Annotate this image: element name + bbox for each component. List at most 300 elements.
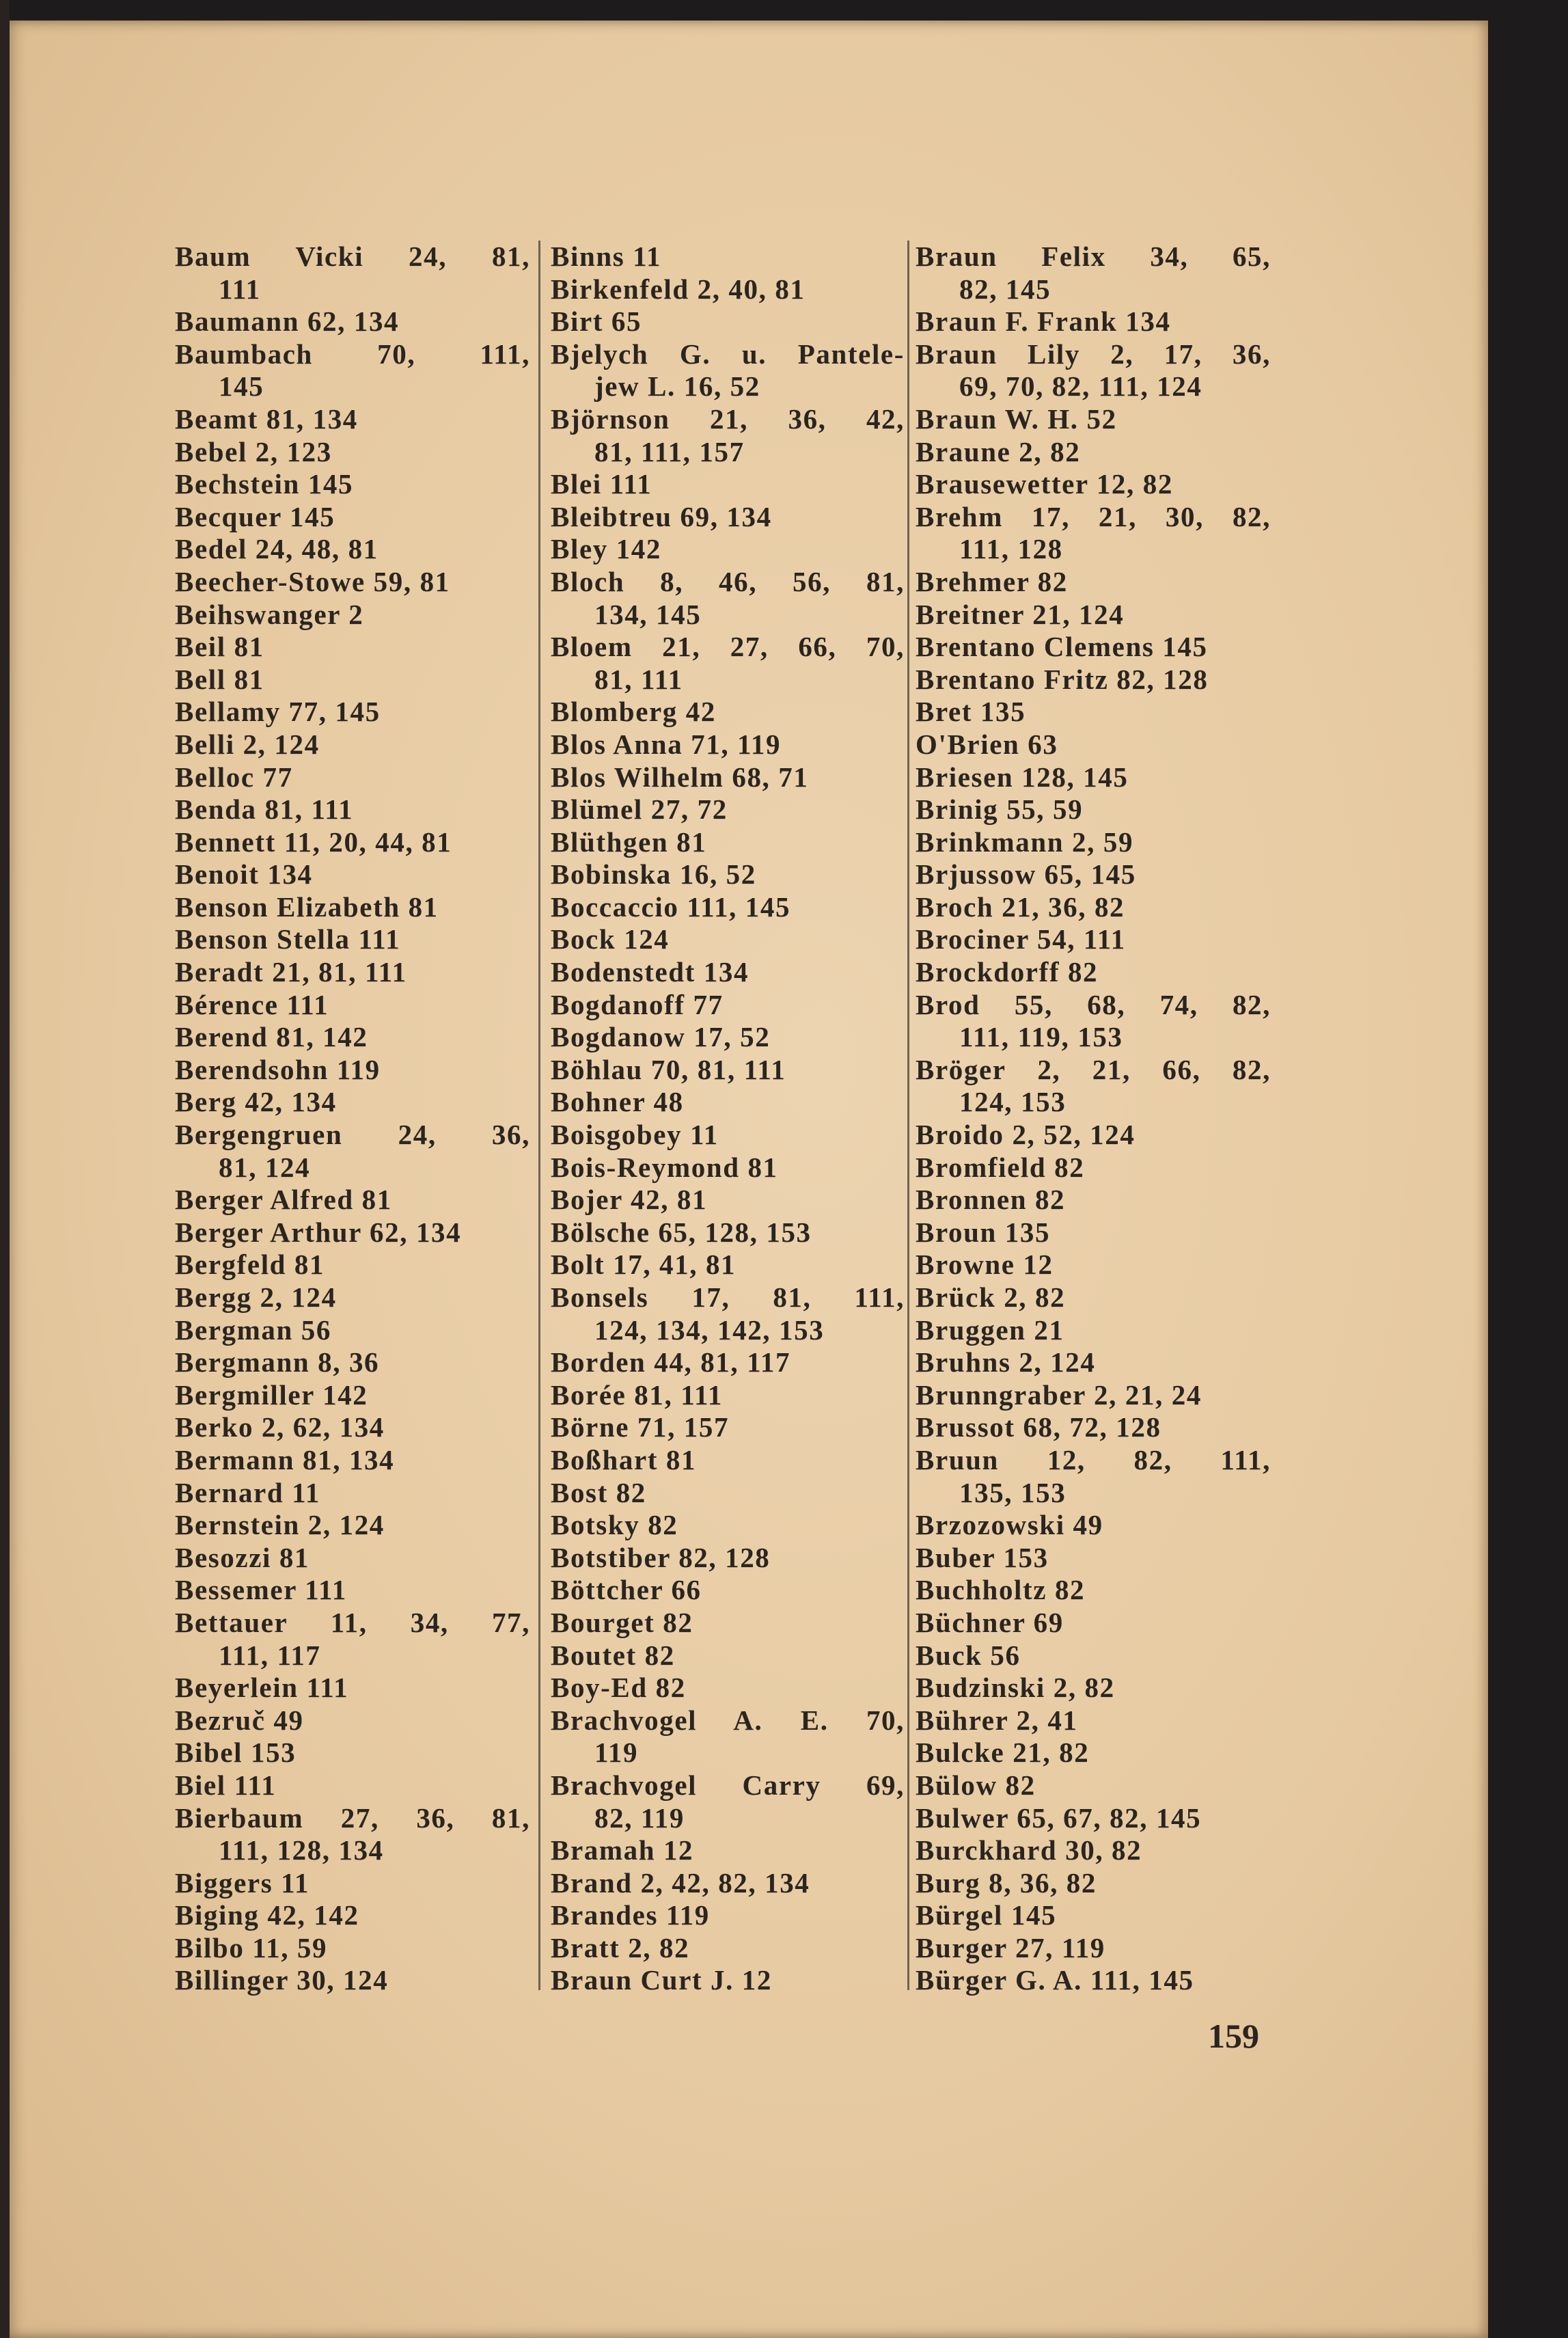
index-entry-text: Bleibtreu 69, 134 [551, 500, 772, 532]
index-entry [551, 956, 905, 989]
index-entry-text: Blomberg 42 [551, 696, 716, 728]
index-entry [175, 1444, 530, 1477]
index-entry [916, 436, 1271, 469]
index-entry-text: Bronnen 82 [916, 1184, 1066, 1216]
index-entry-text: Botstiber 82, 128 [551, 1541, 771, 1573]
index-entry-text: Buber 153 [916, 1541, 1049, 1573]
index-entry-text: Birkenfeld 2, 40, 81 [551, 273, 806, 305]
index-entry-text: Budzinski 2, 82 [916, 1672, 1115, 1704]
index-entry-continuation: 82, 145 [959, 273, 1051, 305]
index-entry-continuation: 81, 111 [594, 663, 683, 695]
index-entry-text: Bloem 21, 27, 66, 70, [551, 631, 905, 663]
index-entry-text: Bellamy 77, 145 [175, 696, 381, 728]
index-entry [551, 1769, 905, 1834]
index-entry-text: Broun 135 [916, 1216, 1051, 1248]
index-entry [175, 1216, 530, 1249]
index-entry-text: Bergman 56 [175, 1314, 331, 1346]
index-entry [551, 1509, 905, 1542]
index-entry-text: Bergmiller 142 [175, 1378, 368, 1411]
index-entry [916, 1314, 1271, 1347]
index-entry [916, 956, 1271, 989]
index-entry-text: Burg 8, 36, 82 [916, 1866, 1097, 1899]
index-entry-text: Boy-Ed 82 [551, 1672, 686, 1704]
index-entry [175, 1509, 530, 1542]
index-entry [175, 436, 530, 469]
index-entry-text: Boutet 82 [551, 1639, 675, 1671]
index-entry-text: Bulcke 21, 82 [916, 1737, 1090, 1769]
index-entry [916, 1281, 1271, 1314]
index-entry-text: Brjussow 65, 145 [916, 858, 1136, 891]
index-entry-text: Belli 2, 124 [175, 728, 320, 760]
index-entry [551, 631, 905, 696]
index-entry [175, 1314, 530, 1347]
index-entry [551, 1411, 905, 1444]
index-entry-continuation: 124, 134, 142, 153 [594, 1314, 825, 1346]
index-entry [551, 273, 905, 306]
index-entry-text: Bedel 24, 48, 81 [175, 533, 379, 565]
index-entry [916, 1964, 1271, 1997]
index-entry [916, 1542, 1271, 1575]
index-entry-text: Boßhart 81 [551, 1443, 697, 1476]
index-entry [551, 1672, 905, 1704]
index-entry [175, 1379, 530, 1412]
index-entry [551, 566, 905, 631]
index-entry-continuation: 135, 153 [959, 1476, 1067, 1508]
index-entry-text: Bobinska 16, 52 [551, 858, 756, 891]
index-entry-text: Bell 81 [175, 663, 264, 695]
index-entry-text: Biging 42, 142 [175, 1899, 359, 1931]
index-entry-text: Bogdanow 17, 52 [551, 1021, 771, 1053]
index-entry-continuation: 81, 124 [219, 1151, 311, 1183]
index-entry-continuation: jew L. 16, 52 [594, 370, 760, 403]
index-entry [551, 338, 905, 403]
index-entry-text: Braun Lily 2, 17, 36, [916, 338, 1271, 370]
index-entry-continuation: 111, 128, 134 [219, 1834, 384, 1866]
index-entry [916, 403, 1271, 436]
index-entry [916, 1379, 1271, 1412]
index-entry-text: Borée 81, 111 [551, 1378, 723, 1411]
index-entry [916, 501, 1271, 566]
index-entry-text: Bret 135 [916, 696, 1026, 728]
index-entry [551, 696, 905, 729]
index-entry-text: Blos Wilhelm 68, 71 [551, 761, 809, 793]
index-entry-text: Berg 42, 134 [175, 1086, 337, 1118]
index-entry-text: Büchner 69 [916, 1606, 1064, 1638]
index-entry [551, 468, 905, 501]
index-entry-text: Biggers 11 [175, 1866, 310, 1899]
index-entry [175, 305, 530, 338]
index-entry-text: Bernard 11 [175, 1476, 321, 1508]
index-entry-text: Braune 2, 82 [916, 435, 1081, 467]
index-entry [916, 468, 1271, 501]
index-entry [175, 761, 530, 794]
index-entry-text: Beil 81 [175, 631, 264, 663]
index-entry-text: Buck 56 [916, 1639, 1021, 1671]
index-entry-text: Bost 82 [551, 1476, 646, 1508]
index-entry [916, 1249, 1271, 1281]
index-entry-text: Bloch 8, 46, 56, 81, [551, 565, 905, 597]
index-entry [175, 1769, 530, 1802]
index-entry-text: Billinger 30, 124 [175, 1964, 389, 1996]
index-entry [916, 241, 1271, 305]
index-entry [175, 1704, 530, 1737]
index-entry-text: Brehmer 82 [916, 565, 1068, 597]
index-entry-continuation: 134, 145 [594, 598, 702, 630]
index-entry [916, 1444, 1271, 1509]
index-entry-text: Bruhns 2, 124 [916, 1346, 1096, 1378]
index-entry-continuation: 82, 119 [594, 1802, 685, 1834]
index-entry [551, 793, 905, 826]
index-entry-text: Bromfield 82 [916, 1151, 1085, 1183]
index-entry-text: Bonsels 17, 81, 111, [551, 1281, 905, 1313]
index-entry [916, 631, 1271, 664]
index-entry-text: Bermann 81, 134 [175, 1443, 395, 1476]
index-entry [551, 1281, 905, 1346]
index-entry [916, 696, 1271, 729]
index-entry-text: Borden 44, 81, 117 [551, 1346, 791, 1378]
index-entry-text: Berger Alfred 81 [175, 1184, 392, 1216]
index-entry [916, 599, 1271, 631]
index-entry-text: Breitner 21, 124 [916, 598, 1125, 630]
index-entry [175, 1899, 530, 1932]
index-entry [551, 1574, 905, 1607]
index-entry [916, 1346, 1271, 1379]
index-entry [175, 631, 530, 664]
index-entry [916, 338, 1271, 403]
index-entry [551, 826, 905, 859]
index-entry [916, 729, 1271, 761]
index-entry [916, 305, 1271, 338]
index-entry-text: Braun W. H. 52 [916, 403, 1117, 435]
index-entry-text: Braun Curt J. 12 [551, 1964, 773, 1996]
index-entry-text: Baumbach 70, 111, [175, 338, 530, 370]
index-entry-text: Bülow 82 [916, 1769, 1036, 1801]
index-entry [175, 1607, 530, 1672]
index-entry-text: Bilbo 11, 59 [175, 1931, 328, 1963]
index-entry [916, 858, 1271, 891]
index-entry-text: Bourget 82 [551, 1606, 693, 1638]
index-entry-text: Bechstein 145 [175, 468, 354, 500]
index-entry-text: Brachvogel A. E. 70, [551, 1704, 905, 1736]
index-entry-text: Biel 111 [175, 1769, 277, 1801]
index-entry-text: Bois-Reymond 81 [551, 1151, 778, 1183]
index-entry-text: Bebel 2, 123 [175, 435, 332, 467]
index-entry-text: Benda 81, 111 [175, 793, 354, 826]
index-entry-text: Blei 111 [551, 468, 652, 500]
index-entry [916, 1509, 1271, 1542]
index-entry [175, 338, 530, 403]
index-entry-text: Brod 55, 68, 74, 82, [916, 988, 1271, 1020]
index-entry-text: Binns 11 [551, 241, 662, 272]
index-entry-text: Brück 2, 82 [916, 1281, 1066, 1313]
index-entry-text: Broido 2, 52, 124 [916, 1119, 1136, 1151]
index-entry [551, 1444, 905, 1477]
index-entry-text: Berko 2, 62, 134 [175, 1411, 385, 1443]
index-entry [916, 989, 1271, 1054]
index-entry-text: Bulwer 65, 67, 82, 145 [916, 1802, 1202, 1834]
index-entry [551, 891, 905, 924]
index-entry [551, 501, 905, 534]
index-entry [551, 1834, 905, 1867]
index-entry [551, 729, 905, 761]
index-entry-text: Bessemer 111 [175, 1574, 347, 1606]
index-entry-text: Böttcher 66 [551, 1574, 702, 1606]
index-entry [551, 1021, 905, 1054]
index-entry [551, 1867, 905, 1900]
index-entry-text: Bezruč 49 [175, 1704, 304, 1736]
index-entry-text: Bernstein 2, 124 [175, 1509, 385, 1541]
index-entry-text: Beecher-Stowe 59, 81 [175, 565, 450, 597]
index-entry-text: Bröger 2, 21, 66, 82, [916, 1053, 1271, 1085]
index-entry-text: Bérence 111 [175, 988, 329, 1020]
index-entry [175, 1021, 530, 1054]
index-entry-text: Börne 71, 157 [551, 1411, 730, 1443]
index-entry-text: Blos Anna 71, 119 [551, 728, 782, 760]
page-number: 159 [1208, 2017, 1259, 2055]
index-entry-text: Brandes 119 [551, 1899, 710, 1931]
index-entry [551, 1379, 905, 1412]
index-entry [916, 1932, 1271, 1965]
index-entry-text: Brentano Clemens 145 [916, 631, 1208, 663]
index-entry-text: Beradt 21, 81, 111 [175, 956, 407, 988]
index-entry [175, 1574, 530, 1607]
index-entry-text: Bergg 2, 124 [175, 1281, 337, 1313]
index-column-1 [175, 241, 530, 1997]
index-entry [175, 956, 530, 989]
index-entry-text: Bürgel 145 [916, 1899, 1057, 1931]
index-entry-text: Berger Arthur 62, 134 [175, 1216, 462, 1248]
index-entry [551, 1899, 905, 1932]
index-entry-continuation: 111, 128 [959, 533, 1063, 565]
index-entry-text: Beyerlein 111 [175, 1672, 349, 1704]
index-entry [175, 1932, 530, 1965]
index-entry [551, 1607, 905, 1640]
index-entry-continuation: 111, 117 [219, 1639, 321, 1671]
index-entry [916, 1152, 1271, 1184]
index-entry-text: Brzozowski 49 [916, 1509, 1103, 1541]
index-entry [916, 1216, 1271, 1249]
index-entry-text: Bierbaum 27, 36, 81, [175, 1802, 530, 1834]
index-entry [175, 1737, 530, 1769]
index-entry [551, 1152, 905, 1184]
index-entry-text: Braun F. Frank 134 [916, 305, 1171, 338]
index-entry-text: Brinkmann 2, 59 [916, 826, 1134, 858]
index-entry-text: Braun Felix 34, 65, [916, 241, 1271, 272]
index-entry [175, 566, 530, 599]
index-entry-text: Bergengruen 24, 36, [175, 1119, 530, 1151]
index-entry [175, 533, 530, 566]
index-column-3 [916, 241, 1271, 1997]
index-entry [916, 1737, 1271, 1769]
index-entry [916, 1574, 1271, 1607]
index-entry-text: Bock 124 [551, 923, 670, 955]
index-entry [916, 1834, 1271, 1867]
index-entry-text: Bettauer 11, 34, 77, [175, 1606, 530, 1638]
index-entry [916, 1640, 1271, 1672]
index-entry-text: Brehm 17, 21, 30, 82, [916, 500, 1271, 532]
column-divider [538, 241, 540, 1990]
index-entry-text: Brachvogel Carry 69, [551, 1769, 905, 1801]
index-entry-text: Bürger G. A. 111, 145 [916, 1964, 1194, 1996]
index-entry [175, 1281, 530, 1314]
index-entry-text: Baum Vicki 24, 81, [175, 241, 530, 272]
index-entry-text: Boisgobey 11 [551, 1119, 719, 1151]
index-entry-text: Berend 81, 142 [175, 1021, 368, 1053]
index-entry-text: Burckhard 30, 82 [916, 1834, 1142, 1866]
index-entry [551, 923, 905, 956]
index-entry-text: Bodenstedt 134 [551, 956, 749, 988]
index-entry [175, 923, 530, 956]
index-entry-text: Beihswanger 2 [175, 598, 364, 630]
index-entry-text: Broch 21, 36, 82 [916, 891, 1125, 923]
index-entry-text: Botsky 82 [551, 1509, 678, 1541]
index-entry-text: Brussot 68, 72, 128 [916, 1411, 1161, 1443]
index-entry-text: Besozzi 81 [175, 1541, 310, 1573]
index-entry-text: Benson Stella 111 [175, 923, 401, 955]
index-entry-text: Bührer 2, 41 [916, 1704, 1078, 1736]
index-entry [916, 566, 1271, 599]
index-entry-continuation: 111 [219, 273, 261, 305]
index-entry [551, 1184, 905, 1216]
index-entry-continuation: 124, 153 [959, 1086, 1067, 1118]
index-entry [551, 1054, 905, 1087]
index-entry-continuation: 111, 119, 153 [959, 1021, 1123, 1053]
index-entry [175, 1964, 530, 1997]
index-entry-text: Bley 142 [551, 533, 661, 565]
index-entry [175, 664, 530, 696]
index-entry [175, 1119, 530, 1184]
index-entry [175, 989, 530, 1022]
index-entry-text: Burger 27, 119 [916, 1931, 1105, 1963]
index-column-2 [551, 241, 905, 1997]
index-entry-continuation: 69, 70, 82, 111, 124 [959, 370, 1202, 403]
index-entry [551, 1216, 905, 1249]
index-entry [175, 1672, 530, 1704]
index-entry [175, 468, 530, 501]
index-entry-continuation: 81, 111, 157 [594, 435, 745, 467]
index-entry [175, 1867, 530, 1900]
index-entry-text: Becquer 145 [175, 500, 335, 532]
index-entry [916, 923, 1271, 956]
index-entry-text: Browne 12 [916, 1249, 1054, 1281]
index-entry [551, 533, 905, 566]
index-entry [175, 1054, 530, 1087]
index-entry [916, 793, 1271, 826]
index-entry-continuation: 119 [594, 1737, 639, 1769]
index-entry [916, 1672, 1271, 1704]
index-entry [916, 1802, 1271, 1835]
index-entry [551, 241, 905, 273]
index-entry-text: Birt 65 [551, 305, 642, 338]
index-entry-text: Bogdanoff 77 [551, 988, 724, 1020]
index-entry-text: Boccaccio 111, 145 [551, 891, 791, 923]
index-entry [916, 761, 1271, 794]
index-entry-text: Böhlau 70, 81, 111 [551, 1053, 786, 1085]
index-entry [551, 858, 905, 891]
index-entry-text: Bojer 42, 81 [551, 1184, 708, 1216]
index-entry [551, 403, 905, 468]
index-entry [175, 1477, 530, 1510]
index-entry-text: Bergfeld 81 [175, 1249, 325, 1281]
book-spine [0, 0, 10, 2338]
index-entry [175, 599, 530, 631]
index-entry-text: Bratt 2, 82 [551, 1931, 690, 1963]
index-entry [175, 1411, 530, 1444]
index-entry [175, 1542, 530, 1575]
index-entry [551, 305, 905, 338]
index-entry-text: Benoit 134 [175, 858, 313, 891]
index-entry [175, 696, 530, 729]
index-entry-text: Beamt 81, 134 [175, 403, 358, 435]
index-entry-text: Bergmann 8, 36 [175, 1346, 380, 1378]
index-entry [551, 1704, 905, 1769]
index-entry [916, 1054, 1271, 1119]
index-entry [551, 1477, 905, 1510]
index-entry [916, 826, 1271, 859]
index-entry [175, 1802, 530, 1867]
index-entry-text: Bruun 12, 82, 111, [916, 1443, 1271, 1476]
index-entry [551, 1542, 905, 1575]
index-entry-text: Brentano Fritz 82, 128 [916, 663, 1209, 695]
index-entry-text: Brinig 55, 59 [916, 793, 1084, 826]
index-entry [551, 761, 905, 794]
index-entry [916, 1769, 1271, 1802]
index-entry-text: Blümel 27, 72 [551, 793, 728, 826]
column-divider [907, 241, 909, 1990]
index-entry [551, 1964, 905, 1997]
index-entry-text: Buchholtz 82 [916, 1574, 1086, 1606]
index-entry [175, 729, 530, 761]
index-entry [175, 403, 530, 436]
index-entry [175, 793, 530, 826]
index-entry [175, 1249, 530, 1281]
index-entry [916, 1184, 1271, 1216]
index-entry [916, 1411, 1271, 1444]
index-entry [916, 891, 1271, 924]
index-entry [916, 1867, 1271, 1900]
index-entry-text: Blüthgen 81 [551, 826, 707, 858]
index-entry [175, 1184, 530, 1216]
index-entry-text: Berendsohn 119 [175, 1053, 381, 1085]
index-entry-text: Bruggen 21 [916, 1314, 1064, 1346]
index-entry-continuation: 145 [219, 370, 264, 403]
index-entry [551, 1640, 905, 1672]
index-entry-text: Bennett 11, 20, 44, 81 [175, 826, 452, 858]
index-entry [175, 826, 530, 859]
index-entry-text: Brunngraber 2, 21, 24 [916, 1378, 1202, 1411]
index-entry-text: Bramah 12 [551, 1834, 694, 1866]
index-entry-text: Brausewetter 12, 82 [916, 468, 1173, 500]
index-entry [175, 1346, 530, 1379]
index-entry-text: Benson Elizabeth 81 [175, 891, 439, 923]
index-entry-text: Björnson 21, 36, 42, [551, 403, 905, 435]
index-entry [916, 664, 1271, 696]
index-entry-text: Brockdorff 82 [916, 956, 1099, 988]
index-entry [551, 1346, 905, 1379]
index-entry [175, 501, 530, 534]
index-entry-text: Bjelych G. u. Pantele- [551, 338, 905, 370]
index-entry [175, 1086, 530, 1119]
index-entry-text: Brociner 54, 111 [916, 923, 1126, 955]
index-entry [175, 891, 530, 924]
index-entry [175, 858, 530, 891]
index-entry [551, 1932, 905, 1965]
index-entry-text: Bibel 153 [175, 1737, 297, 1769]
index-entry-text: Bohner 48 [551, 1086, 684, 1118]
index-entry [175, 241, 530, 305]
index-entry [551, 1086, 905, 1119]
index-entry-text: Bolt 17, 41, 81 [551, 1249, 737, 1281]
